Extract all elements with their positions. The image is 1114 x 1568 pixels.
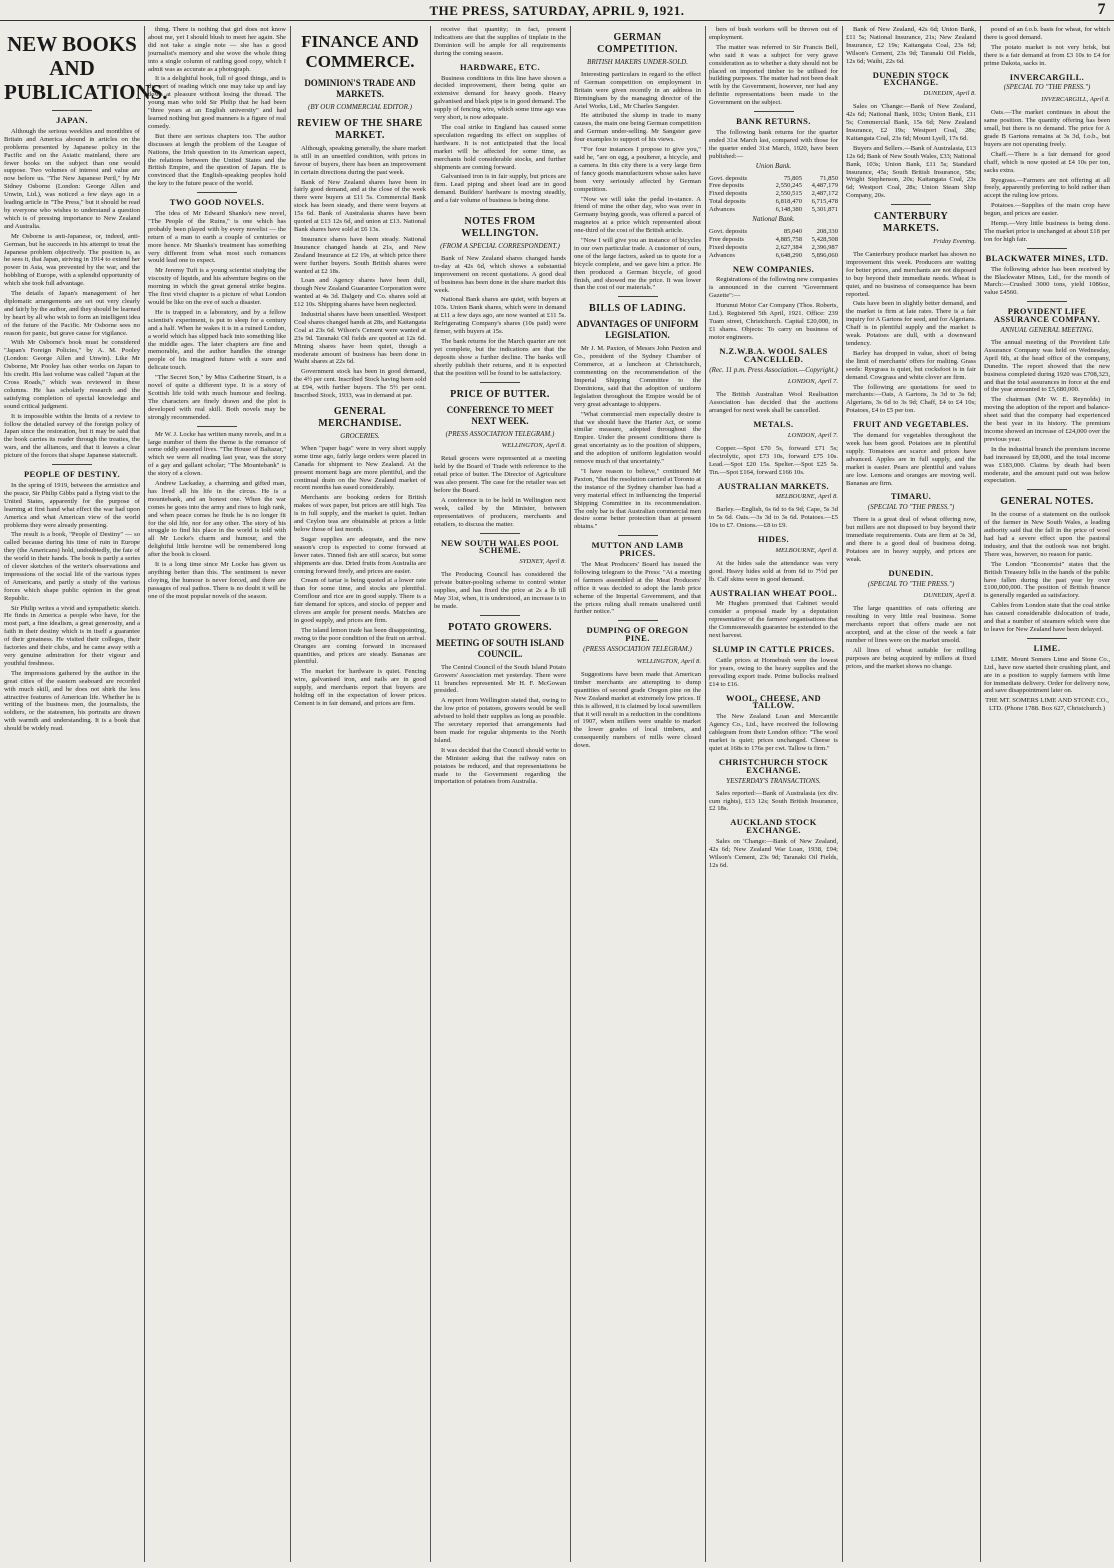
article-paragraph: The idea of Mr Edward Shanks's new novel, "The People of the Ruins," is one which has probably been played with by every novelist — the return of a man to earth a couple of centuries or more hence. Mr Shanks's treatment has something very different from what most such romances would lead one to expect. [148, 210, 286, 265]
divider [618, 620, 658, 621]
finance-subheading: DOMINION'S TRADE AND MARKETS. [304, 78, 416, 99]
article-paragraph: "What commercial men especially desire is that we should have the Harter Act, or some similar measure, adopted throughout the Empire. Under the present conditions there is great uncertainty as to the position of shippers, and the adoption of uniform legislation would remove much of that uncertainty." [574, 410, 701, 466]
article-paragraph: Mr Hughes promised that Cabinet would consider a proposal made by a deputation representative of the farmers' organisations that the Commonwealth guarantee be extended to the next harvest. [709, 600, 838, 640]
section-heading: PRICE OF BUTTER. [450, 388, 550, 400]
column-5 [574, 26, 701, 1562]
article-paragraph: A conference is to be held in Wellington next week, called by the Minister, between representatives of producers, merchants and retailers, to discuss the matter. [434, 496, 566, 528]
article-paragraph: All lines of wheat suitable for milling purposes are being acquired by millers at fixed prices, and the market shows no change. [846, 646, 976, 670]
article-paragraph: The result is a book, "People of Destiny" — so called because during his time of ruin in Europe they (the Americans) hold, undoubtedly, the fate of the world in their hands. The book is partly a series of clever sketches of the writer's observations and impressions of the social life of the various types of Americans, and partly a study of the various forces which shape public opinion in the great Republic. [4, 531, 140, 602]
article-paragraph: Ryegrass.—Farmers are not offering at all freely, apparently preferring to hold rather than accept the ruling low prices. [984, 176, 1110, 200]
table-caption: Union Bank. [755, 161, 792, 170]
article-paragraph: It is impossible within the limits of a review to follow the detailed survey of the foreign policy of Japan since the restoration, but it may be said that the book carries its reader through the treaties, the wars, and the alliances, and that it leaves a clear picture of the forces that shape Japanese statecraft. [4, 412, 140, 460]
article-paragraph: Although the serious weeklies and monthlies of Britain and America abound in articles on the problems presented by Japanese policy in the Pacific and on the Asiatic mainland, there are fewer books on the subject than one would suppose. Two volumes of interest and value are now before us. "The New Japanese Peril," by Mr Sidney Osborne (London: George Allen and Unwin, Ltd.), was noticed a few days ago in a leading article in "The Press," but it should be read by everyone who wishes to understand a question which is of pressing importance to New Zealand and Australia. [4, 127, 140, 230]
section-heading: BANK RETURNS. [736, 116, 811, 127]
column-rule [144, 26, 145, 1562]
article-paragraph: The following bank returns for the quarter ended 31st March last, compared with those for the quarter ended 31st March, 1920, have been published:— [709, 128, 838, 160]
column-3 [294, 26, 426, 1562]
section-heading: HIDES. [758, 534, 789, 545]
table-row: Govt. deposits 85,040 208,330 [709, 227, 838, 235]
section-subheading: BRITISH MAKERS UNDER-SOLD. [587, 58, 688, 66]
article-paragraph: Chaff.—There is a fair demand for good chaff, which is now quoted at £4 10s per ton, sacks extra. [984, 150, 1110, 174]
article-paragraph: "For four instances I propose to give you," said he, "are on egg, a poulterer, a bicycle, and a camera. In this city there is a very large firm of fancy goods manufacturers whose sales have been very seriously affected by German competition. [574, 146, 701, 193]
section-heading: GENERAL NOTES. [1000, 496, 1094, 508]
section-heading: N.Z.W.B.A. WOOL SALES CANCELLED. [719, 345, 828, 364]
column-2 [148, 26, 286, 1562]
section-subheading: (Rec. 11 p.m. Press Association.—Copyright.) [709, 365, 838, 374]
article-paragraph: Copper.—Spot £70 5s, forward £71 5s; electrolytic, spot £73 10s, forward £75 10s. Lead.—Spot £20 15s. Spelter.—Spot £25 5s. Tin.—Spot £164, forward £166 10s. [709, 444, 838, 476]
article-paragraph: The Meat Producers' Board has issued the following telegram to the Press: "At a meeting of farmers assembled at the Meat Producers' office it was decided to adopt the lamb price scheme of the Imperial Government, and that the prices ruling shall remain unaltered until further notice." [574, 561, 701, 616]
article-paragraph: The annual meeting of the Provident Life Assurance Company was held on Wednesday, April 6th, at the head office of the company, Dunedin. The report showed that the new business completed during 1920 was £708,323, and that the total assurances in force at the end of the year amounted to £5,680,000. [984, 339, 1110, 394]
article-paragraph: "Now we will take the pedal in-stance. A friend of mine the other day, who was over in Germany buying goods, was offered a parcel of magnetos at a price which represented about one-third of the cost of the British article. [574, 195, 701, 235]
divider [480, 615, 520, 616]
masthead [0, 0, 1114, 21]
dateline: SYDNEY, April 8. [519, 558, 566, 566]
article-paragraph: Barley has dropped in value, short of being the limit of merchants' offers for malting. Grass seeds: Ryegrass is quiet, but cocksfoot is in fair demand. Cowgrass and white clover are firm. [846, 349, 976, 381]
section-heading: AUSTRALIAN WHEAT POOL. [709, 587, 838, 598]
article-paragraph: Insurance shares have been steady. National Insurance changed hands at 21s, and New Zealand Insurance at £2 19s, at which price there were further buyers. South British shares were wanted at £2 18s. [294, 235, 426, 275]
article-paragraph: At the hides sale the attendance was very good. Heavy hides sold at from 6d to 7½d per lb. Calf skins were in good demand. [709, 559, 838, 583]
dateline: INVERCARGILL, April 8. [1041, 96, 1110, 104]
article-paragraph: "The Secret Son," by Miss Catherine Stuart, is a novel of quite a different type. It is a story of Scottish life told with much humour and feeling. The characters are finely drawn and the plot is developed with real skill. Both novels may be strongly recommended. [148, 374, 286, 421]
article-paragraph: Mr J. M. Paxton, of Messrs John Paxton and Co., president of the Sydney Chamber of Commerce, at a luncheon at Christchurch, commenting on the recommendation of the Imperial Shipping Committee to the Dominions, said that the adoption of uniform legislation throughout the Empire would be of very great advantage to shippers. [574, 345, 701, 408]
article-paragraph: The London "Economist" states that the British Treasury bills in the hands of the public have fallen during the past year by over £100,000,000. The position of British finance is generally regarded as satisfactory. [984, 560, 1110, 600]
article-paragraph: A report from Wellington stated that, owing to the low price of potatoes, growers would be well advised to hold their supplies as long as possible. The secretary reported that arrangements had been made for regular shipments to the North Island. [434, 697, 566, 744]
article-paragraph: Oats.—The market continues in about the same position. The quantity offering has been small, but there is no demand. The price for A grade B Gartons remains at 3s 3d, f.o.b., but buyers are not operating freely. [984, 109, 1110, 148]
article-paragraph: Industrial shares have been unsettled. Westport Coal shares changed hands at 28s, and Kaitangata Coal at 23s 6d. Wilson's Cement were wanted at 23s 9d. Taranaki Oil fields are quoted at 12s 6d. Mining shares have been quiet, though a moderate amount of business has been done in Waihi shares at 22s 6d. [294, 311, 426, 366]
books-heading: NEW BOOKS AND PUBLICATIONS. [4, 32, 168, 104]
section-heading: DUNEDIN. [888, 567, 934, 578]
section-heading: INVERCARGILL. [1009, 71, 1085, 82]
article-paragraph: The potato market is not very brisk, but there is a fair demand at from £3 10s to £4 for prime Dakota, sacks in. [984, 43, 1110, 67]
divider [1027, 248, 1067, 249]
dateline: LONDON, April 7. [787, 378, 838, 386]
column-rule [705, 26, 706, 1562]
section-heading: BILLS OF LADING. [589, 303, 686, 315]
article-paragraph: Sugar supplies are adequate, and the new season's crop is expected to come forward at lower rates. Tinned fish are still scarce, but some shipments are due. Dried fruits from Australia are coming forward freely, and prices are easier. [294, 535, 426, 575]
article-paragraph: Interesting particulars in regard to the effect of German competition on employment in Britain were given recently in an address in Birmingham by the managing director of the Ariel Works, Ltd., Mr Charles Sangster. [574, 70, 701, 110]
table-caption: National Bank. [752, 215, 795, 224]
article-paragraph: Government stock has been in good demand, the 4½ per cent. Inscribed Stock having been sold at £94, with further buyers. The 5½ per cent. Inscribed Stock, 1933, was in demand at par. [294, 368, 426, 400]
divider [754, 111, 794, 112]
article-paragraph: Cattle prices at Homebush were the lowest for years, owing to the heavy supplies and the prevailing export trade. Prime bullocks realised £14 to £16. [709, 656, 838, 688]
article-paragraph: Hurunui Motor Car Company (Thos. Roberts, Ltd.). Registered 5th April, 1921. Office: 239 Tuam street, Christchurch. Capital £20,000, in £1 shares. Objects: To carry on business of motor engineers. [709, 302, 838, 341]
article-paragraph: Andrew Lackaday, a charming and gifted man, has lived all his life in the circus. He is a mountebank, and an honest one. When the war comes he goes into the army and rises to high rank, and when peace comes he finds he is no longer fit for the old life, nor for any other. The story of his struggle to find his place in the world is told with all Mr Locke's charm and humour, and the delightful little heroine will be remembered long after the book is closed. [148, 480, 286, 559]
table-row: Advances 6,148,380 5,301,871 [709, 206, 838, 214]
article-paragraph: Bank of New Zealand shares have been in fairly good demand, and at the close of the week there were buyers at £11 5s. Commercial Bank stock has been steady, and there were buyers at 15s 6d. Bank of Australasia shares have been quoted at £13 12s 6d, and union at £13. National Bank shares have sold at £6 13s. [294, 178, 426, 233]
section-heading: TWO GOOD NOVELS. [169, 197, 265, 208]
article-paragraph: receive that quantity; in fact, present indications are that the supplies of tinplate in the Dominion will be ample for all requirements during the coming season. [434, 26, 566, 57]
section-heading: NEW COMPANIES. [732, 263, 815, 274]
byline: (PRESS ASSOCIATION TELEGRAM.) [583, 645, 692, 654]
section-heading: PEOPLE OF DESTINY. [23, 469, 121, 480]
article-paragraph: The impressions gathered by the author in the great cities of the eastern seaboard are recorded with much skill, and he does not shirk the less attractive features of American life. Whether he is writing of the business men, the journalists, the soldiers, or the statesmen, his portraits are drawn with warmth and understanding. It is a book that should be widely read. [4, 669, 140, 733]
article-paragraph: "I have reason to believe," continued Mr Paxton, "that the resolution carried at Toronto at the instance of the Sydney chamber has had a very material effect in influencing the Imperial Shipping Committee in its recommendation. The only bar is that Australian commercial men desire some better protection than at present obtains." [574, 467, 701, 531]
article-paragraph: Sales on 'Change:—Bank of New Zealand, 42s 6d; National Bank, 103s; Union Bank, £11 5s; Commercial Bank, 15s 6d; New Zealand Insurance, £2 19s; Westport Coal, 28s; Kaitangata Coal, 23s 6d; Mount Lyell, 17s 6d. [846, 103, 976, 142]
bank-table-union [709, 175, 838, 215]
article-paragraph: The Canterbury produce market has shown no improvement this week. Producers are waiting for better prices, and merchants are not disposed to buy beyond their immediate needs. Wheat is quiet, and no business of consequence has been reported. [846, 251, 976, 298]
article-paragraph: The details of Japan's management of her diplomatic arrangements are set out very clearly and fairly by the author, and they should be learned by heart by all who wish to form an intelligent idea of the future of the Pacific. Mr Osborne sees no reason for panic, but grave cause for vigilance. [4, 290, 140, 337]
section-subheading: CONFERENCE TO MEET NEXT WEEK. [446, 404, 554, 426]
table-row: Fixed deposits 2,627,384 2,396,987 [709, 243, 838, 251]
article-paragraph: Mr Jeremy Tuft is a young scientist studying the viscosity of liquids, and his adventure begins on the morning in which the great general strike begins. The first vivid chapter is a picture of what London would be like on the eve of such a disaster. [148, 267, 286, 306]
section-subheading: MEETING OF SOUTH ISLAND COUNCIL. [436, 637, 564, 659]
article-paragraph: The Central Council of the South Island Potato Growers' Association met yesterday. There were 11 branches represented. Mr H. F. McGowan presided. [434, 663, 566, 695]
article-paragraph: It was decided that the Council should write to the Minister asking that the railway rates on potatoes be reduced, and that representations be made to the Government regarding the importation of potatoes from Australia. [434, 746, 566, 786]
section-heading: JAPAN. [56, 115, 88, 125]
column-rule [980, 26, 981, 1562]
section-heading: SLUMP IN CATTLE PRICES. [712, 644, 835, 654]
article-paragraph: "Now I will give you an instance of bicycles in our own particular trade. A customer of ours, one of the large factors, asked us to quote for a bicycle complete, and we gave him a price. He then produced a German bicycle, of good finish, and showed me the price. It was lower than the cost of our materials." [574, 237, 701, 292]
article-paragraph: When "paper bags" were in very short supply some time ago, fairly large orders were placed in Canada for shipment to New Zealand. At the present moment bags are more plentiful, and the continual drain on the New Zealand market of recent months has eased considerably. [294, 444, 426, 492]
divider [618, 535, 658, 536]
divider [197, 192, 237, 193]
section-heading: MUTTON AND LAMB PRICES. [591, 540, 684, 559]
dateline: LONDON, April 7. [787, 431, 838, 439]
divider [197, 426, 237, 427]
section-heading: WOOL, CHEESE, AND TALLOW. [725, 692, 822, 711]
article-paragraph: But there are serious chapters too. The author discusses at length the problem of the League of Nations, the Irish question in its American aspect, the relations between the United States and the British Empire, and the question of Japan. He is convinced that the English-speaking peoples hold the key to the future peace of the world. [148, 132, 286, 188]
dateline: MELBOURNE, April 8. [775, 546, 838, 554]
divider [618, 296, 658, 297]
article-paragraph: The British Australian Wool Realisation Association has decided that the auctions arranged for next week shall be cancelled. [709, 391, 838, 415]
article-paragraph: Retail grocers were represented at a meeting held by the Board of Trade with reference to the retail price of butter. The Director of Agriculture was also present. The case for the retailer was set before the Board. [434, 455, 566, 494]
article-paragraph: bers of bush workers will be thrown out of employment. [709, 26, 838, 41]
article-paragraph: thing. There is nothing that girl does not know about me, yet I should blush to meet her again. She did not take a single note — she has a good journalist's memory and she wove the whole thing into a single column of rattling good copy, which I admit was as accurate as a photograph. [148, 26, 286, 73]
section-heading: DUNEDIN STOCK EXCHANGE. [872, 69, 950, 88]
section-heading: METALS. [753, 419, 794, 430]
divider [480, 382, 520, 383]
byline: (FROM A SPECIAL CORRESPONDENT.) [440, 242, 560, 251]
article-paragraph: Sales reported:—Bank of Australasia (ex div. cum rights), £13 12s; South British Insurance, £2 18s. [709, 789, 838, 813]
table-row: Free deposits 4,885,758 5,428,508 [709, 235, 838, 243]
page-number: 7 [1097, 1, 1106, 18]
divider [891, 204, 931, 205]
article-paragraph: Suggestions have been made that American timber merchants are attempting to dump quantities of second grade Oregon pine on the New Zealand market at extremely low prices. If this is allowed, it is claimed by local sawmillers that it will result in a reduction in the conditions of 1907, when millers were unable to market the lower grades of local timbers, and consequently numbers of mills were closed down. [574, 671, 701, 750]
article-paragraph: The large quantities of oats offering are resulting in very little real business. Some merchants report that offers made are not accepted, and at the close of the week a fair number of lines were on the market unsold. [846, 605, 976, 644]
section-heading: POTATO GROWERS. [448, 621, 552, 633]
section-heading: AUCKLAND STOCK EXCHANGE. [730, 817, 817, 836]
byline: (SPECIAL TO "THE PRESS.") [867, 503, 955, 512]
column-6 [709, 26, 838, 1562]
article-paragraph: LIME. Mount Somers Lime and Stone Co., Ltd., have now started their crushing plant, and are in a position to supply farmers with lime for immediate delivery. Order for delivery now, and save disappointment later on. [984, 655, 1110, 695]
section-heading: GENERAL MERCHANDISE. [318, 406, 402, 429]
article-paragraph: The New Zealand Loan and Mercantile Agency Co., Ltd., have received the following cablegram from their London office: "The wool market is quiet; prices unchanged. Cheese is quiet at 168s to 176s per cwt. Tallow is firm." [709, 713, 838, 752]
article-paragraph: Hemp.—Very little business is being done. The market price is unchanged at about £18 per ton for high fair. [984, 220, 1110, 243]
divider [1027, 489, 1067, 490]
dateline: DUNEDIN, April 8. [923, 90, 976, 98]
article-paragraph: He is trapped in a laboratory, and by a fellow scientist's experiment, is put to sleep for a century and a half. When he wakes it is in a ruined London, a world which has slipped back into something like the middle ages. The later chapters are fine and memorable, and the author handles the strange people of his imagined future with a sure and delicate touch. [148, 308, 286, 372]
table-row: Govt. deposits 75,805 71,850 [709, 174, 838, 182]
table-row: Advances 6,648,290 5,896,060 [709, 251, 838, 259]
dateline: MELBOURNE, April 8. [775, 493, 838, 501]
section-heading: DUMPING OF OREGON PINE. [586, 625, 689, 644]
article-paragraph: Potatoes.—Supplies of the main crop have begun, and prices are easier. [984, 202, 1110, 218]
table-row: Free deposits 2,550,245 4,487,179 [709, 182, 838, 190]
article-paragraph: He attributed the slump in trade to many causes, the main one being German competition and German under-selling. Mr Sangster gave four examples to support of his views. [574, 112, 701, 144]
masthead-title: THE PRESS, SATURDAY, APRIL 9, 1921. [429, 3, 685, 18]
section-subheading: YESTERDAY'S TRANSACTIONS. [726, 776, 821, 785]
article-paragraph: Sir Philip writes a vivid and sympathetic sketch. He finds in America a people who have, for the most part, a fine idealism, a great generosity, and a faith in their destiny which is in itself a guarantee of their greatness. He visited their colleges, their factories and their clubs, and he came away with a very genuine admiration for their vigour and youthful freshness. [4, 604, 140, 667]
divider [1027, 638, 1067, 639]
article-paragraph: The Producing Council has considered the private butter-pooling scheme to control winter supplies, and has fixed the price at 2s a lb till May 31st, when, it is understood, an increase is to be made. [434, 571, 566, 610]
section-heading: NOTES FROM WELLINGTON. [461, 216, 539, 240]
article-paragraph: The bank returns for the March quarter are not yet complete, but the indications are that the deposits show a further decline. The banks will shortly publish their returns, and it is expected that the position will be found to be satisfactory. [434, 338, 566, 377]
article-paragraph: Although, speaking generally, the share market is still in an unsettled condition, with prices in favour of buyers, there has been an improvement in certain directions during the past week. [294, 144, 426, 176]
article-paragraph: Bank of New Zealand, 42s 6d; Union Bank, £11 5s; National Insurance, 21s; New Zealand Insurance, £2 19s; Kaitangata Coal, 23s 6d; Wilson's Cement, 23s 9d; Taranaki Oil Fields, 12s 6d; Waihi, 22s 6d. [846, 26, 976, 65]
byline: (PRESS ASSOCIATION TELEGRAM.) [445, 429, 555, 438]
article-paragraph: Galvanised iron is in fair supply, but prices are firm. Lead piping and sheet lead are in good demand. Builders' hardware is moving steadily, and a fair volume of business is being done. [434, 173, 566, 205]
section-heading: CANTERBURY MARKETS. [873, 211, 949, 235]
article-paragraph: Cream of tartar is being quoted at a lower rate than for some time, and stocks are plentiful. Cornflour and rice are in good supply. There is a fair demand for spices, and stocks of pepper and cloves are ample for present needs. Matches are in good supply, and prices are firm. [294, 577, 426, 624]
table-row: Fixed deposits 2,550,515 2,487,172 [709, 190, 838, 198]
article-paragraph: Mr Osborne is anti-Japanese, or, indeed, anti-German, but he succeeds in his attempt to treat the Japanese problem objectively. The position is, as he sees it, that Japan, striving in 1914 to extend her power in Asia, was prevented by the war, and the hobbling of Europe, with a splendid opportunity of which she took full advantage. [4, 232, 140, 288]
dateline: Friday Evening. [933, 238, 976, 246]
section-heading: HARDWARE, ETC. [460, 61, 540, 72]
article-paragraph: The market for hardware is quiet. Fencing wire, galvanised iron, and nails are in good supply, and merchants report that buyers are holding off in the expectation of lower prices. Cement is in fair demand, and prices are firm. [294, 668, 426, 707]
article-paragraph: In the spring of 1919, between the armistice and the peace, Sir Philip Gibbs paid a flying visit to the United States, apparently for the purpose of learning at first hand what effect the war had upon America and what American view of the world problems they were already presenting. [4, 481, 140, 529]
section-heading: AUSTRALIAN MARKETS. [717, 480, 830, 491]
section-subheading: GROCERIES. [340, 432, 380, 440]
section-heading: FRUIT AND VEGETABLES. [853, 419, 969, 430]
column-8 [984, 26, 1110, 1562]
section-heading: NEW SOUTH WALES POOL SCHEME. [441, 537, 559, 556]
table-row: Total deposits 6,818,470 6,715,478 [709, 198, 838, 206]
section-heading: CHRISTCHURCH STOCK EXCHANGE. [718, 756, 829, 775]
article-paragraph: THE MT. SOMERS LIME AND STONE CO., LTD. (Phone 1788. Box 627, Christchurch.) [985, 697, 1109, 713]
article-paragraph: Cables from London state that the coal strike has caused considerable dislocation of trade, and that a number of steamers which were due to leave for New Zealand have been delayed. [984, 602, 1110, 633]
column-rule [430, 26, 431, 1562]
article-paragraph: The demand for vegetables throughout the week has been good. Potatoes are in plentiful supply. Tomatoes are scarce and prices have advanced. Apples are in full supply, and the market is easier. Pears are plentiful and values are low. Lemons and oranges are moving well. Bananas are firm. [846, 432, 976, 487]
article-paragraph: Business conditions in this line have shown a decided improvement, there being quite an extensive demand for heavy goods. Heavy galvanised and black pipe is in good demand. The supply of fencing wire, which some time ago was very short, is now adequate. [434, 74, 566, 122]
article-paragraph: In the industrial branch the premium income had increased by £8,000, and the total income was £183,000. Claims by death had been moderate, and the amount paid out was below expectation. [984, 445, 1110, 485]
article-paragraph: It is a long time since Mr Locke has given us anything better than this. The sentiment is never cloying, the humour is never forced, and there are passages of real pathos. There is no doubt it will be one of the most popular novels of the season. [148, 561, 286, 600]
dateline: WELLINGTON, April 8. [501, 442, 566, 450]
section-heading: GERMAN COMPETITION. [597, 32, 678, 55]
dateline: DUNEDIN, April 8. [923, 592, 976, 600]
article-paragraph: Bank of New Zealand shares changed hands to-day at 42s 6d, which shows a substantial improvement on recent quotations. A good deal of business has been done in the share market this week. [434, 254, 566, 294]
article-paragraph: Registrations of the following new companies is announced in the current "Government Gazette":— [709, 276, 838, 300]
article-paragraph: The following advice has been received by the Blackwater Mines, Ltd., for the month of March:—Crushed 3000 tons, yield 1086oz, value £4560. [984, 265, 1110, 297]
divider [52, 464, 92, 465]
finance-heading: FINANCE AND COMMERCE. [301, 32, 419, 71]
article-paragraph: In the course of a statement on the outlook of the farmer in New South Wales, a leading authority said that the fall in the price of wool had had a severe effect upon the pastoral industry, and that the outlook was not bright. There was, however, no reason for panic. [984, 511, 1110, 558]
section-subheading: ADVANTAGES OF UNIFORM LEGISLATION. [576, 319, 699, 341]
article-paragraph: The matter was referred to Sir Francis Bell, who said it was a subject for very grave consideration as to whether a duty should not be placed on imported timber to be utilised for building purposes. The matter had not been dealt with by the Government, however, nor had any definite representations been made to the Government on the subject. [709, 43, 838, 107]
dateline: WELLINGTON, April 8. [636, 658, 701, 666]
bank-table-national [709, 228, 838, 260]
column-1 [4, 26, 168, 1562]
section-subheading: ANNUAL GENERAL MEETING. [1000, 326, 1094, 335]
divider [52, 110, 92, 111]
article-paragraph: Oats have been in slightly better demand, and the market is firm at late rates. There is a fair inquiry for A Gartons for seed, and for Algerians. Chaff is in plentiful supply and the market is weak. Potatoes are dull, with a downward tendency. [846, 300, 977, 347]
section-heading: BLACKWATER MINES, LTD. [985, 252, 1109, 263]
article-paragraph: There is a great deal of wheat offering now, but millers are not disposed to buy beyond their immediate requirements. Oats are firm at 3s 3d, and there is a good deal of business doing. Potatoes are in heavy supply, and prices are weak. [846, 516, 976, 563]
divider [480, 533, 520, 534]
article-paragraph: Buyers and Sellers.—Bank of Australasia, £13 12s 6d; Bank of New South Wales, £33; National Bank, 103s; Union Bank, £11 5s; Standard Insurance, 45s; South British Insurance, 58s; Wright Stephenson, 20s; Kaitangata Coal, 23s 6d; Westport Coal, 28s; Union Steam Ship Company, 20s. [846, 144, 976, 200]
article-paragraph: With Mr Osborne's book must be considered "Japan's Foreign Policies," by A. M. Pooley (London: George Allen and Unwin). Like Mr Osborne, Mr Pooley has other works on Japan to his credit. His last volume was called "Japan at the Cross Roads," which was reviewed in these columns. He has scholarly research and the satisfying completion of special knowledge and sound critical judgment. [4, 339, 140, 410]
article-paragraph: The chairman (Mr W. E. Reynolds) in moving the adoption of the report and balance-sheet said that the company had experienced the best year in its history. The premium income showed an increase of £24,000 over the previous year. [984, 396, 1110, 443]
section-heading: REVIEW OF THE SHARE MARKET. [297, 117, 423, 141]
article-paragraph: Sales on 'Change:—Bank of New Zealand, 42s 6d; New Zealand War Loan, 1938, £94; Wilson's Cement, 23s 9d; Taranaki Oil Fields, 12s 6d. [709, 838, 838, 869]
byline: (SPECIAL TO "THE PRESS.") [1003, 83, 1091, 92]
column-7 [846, 26, 976, 1562]
divider [480, 209, 520, 210]
divider [1027, 301, 1067, 302]
column-rule [290, 26, 291, 1562]
column-rule [570, 26, 571, 1562]
article-paragraph: It is a delightful book, full of good things, and is the sort of reading which one may take up and lay down at pleasure without losing the thread. The young man who told Sir Philip that he had been "three years at an English university" and had learned nothing but good manners is a figure of real comedy. [148, 75, 286, 130]
section-heading: TIMARU. [890, 491, 932, 502]
column-rule [842, 26, 843, 1562]
column-4 [434, 26, 566, 1562]
article-paragraph: The following are quotations for seed to merchants:—Oats, A Gartons, 3s 3d to 3s 6d; Algerians, 3s 6d to 3s 9d; Chaff, £4 to £4 10s; Potatoes, £4 to £5 per ton. [846, 383, 976, 415]
section-heading: LIME. [1033, 642, 1061, 653]
article-paragraph: The island lemon trade has been disappointing, owing to the poor condition of the fruit on arrival. Oranges are coming forward in increased quantities, and prices are steady. Bananas are plentiful. [294, 626, 426, 666]
article-paragraph: National Bank shares are quiet, with buyers at 103s. Union Bank shares, which were in demand at £11 a few days ago, are now wanted at £11 5s. Refrigerating Company's shares (10s paid) were firmer, with buyers at 15s. [434, 296, 566, 336]
article-paragraph: pound of an f.o.b. basis for wheat, for which there is good demand. [984, 26, 1110, 41]
article-paragraph: Mr W. J. Locke has written many novels, and in a large number of them the theme is the romance of some oddly assorted lives. "The House of Baltazar," which we were all reading last year, was the story of a gay and gallant scholar; "The Mountebank" is the story of a clown. [148, 430, 286, 478]
article-paragraph: Loan and Agency shares have been dull, though New Zealand Guarantee Corporation were wanted at 4s 3d. Dalgety and Co. shares sold at £12 10s. Shipping shares have been neglected. [294, 277, 427, 309]
section-heading: PROVIDENT LIFE ASSURANCE COMPANY. [993, 306, 1101, 325]
byline: (BY OUR COMMERCIAL EDITOR.) [308, 103, 412, 111]
article-paragraph: Barley.—English, 6s 6d to 6s 9d; Cape, 5s 3d to 5s 6d. Oats.—3s 3d to 3s 6d. Potatoes.—£5 10s to £7. Onions.—£8 to £9. [709, 506, 838, 530]
byline: (SPECIAL TO "THE PRESS.") [867, 579, 955, 588]
article-paragraph: The coal strike in England has caused some speculation regarding its effect on supplies of hardware. It is not anticipated that the local market will be affected for some time, as merchants hold considerable stocks, and further shipments are coming forward. [434, 123, 566, 171]
article-paragraph: Merchants are booking orders for British makes of wax paper, but prices are still high. Tea is in full supply, and the market is quiet. Indian and Ceylon teas are obtainable at prices a little below those of last month. [294, 494, 426, 533]
